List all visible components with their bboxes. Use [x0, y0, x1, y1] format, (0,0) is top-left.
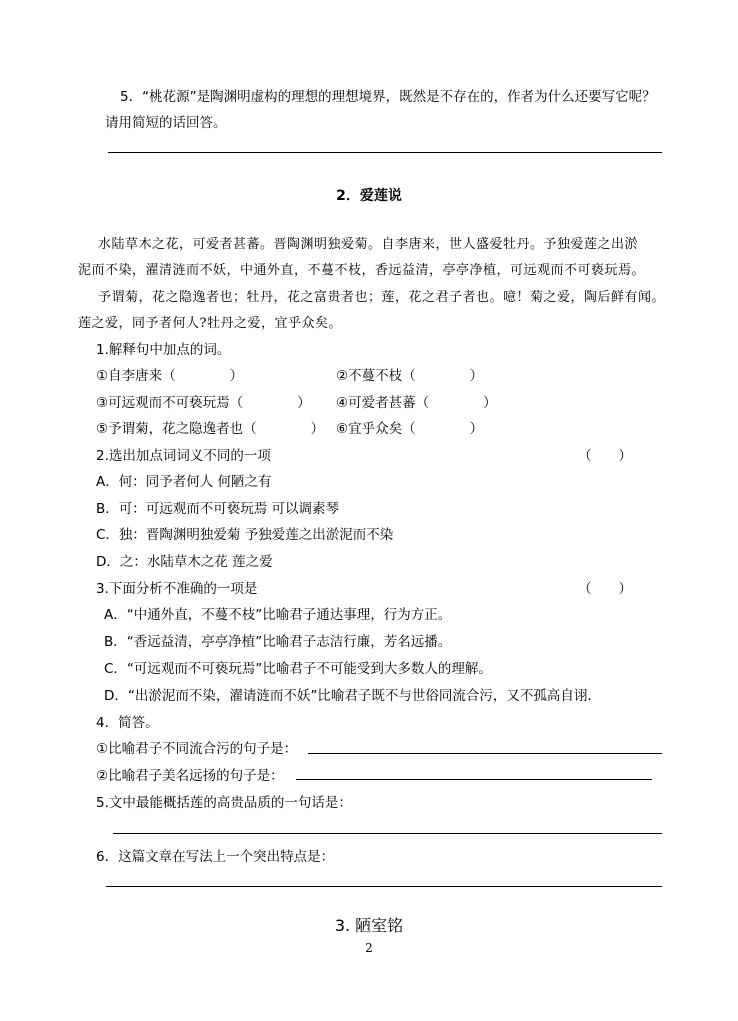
passage-line-4: 莲之爱，同予者何人?牡丹之爱，宜乎众矣。 [78, 316, 342, 331]
q4-stem: 4．简答。 [96, 715, 159, 731]
q3-option-c: C．“可远观而不可亵玩焉”比喻君子不可能受到大多数人的理解。 [104, 661, 492, 677]
q2-option-c: C．独：晋陶渊明独爱菊 予独爱莲之出淤泥而不染 [96, 527, 394, 543]
q1-item-3: ③可远观而不可亵玩焉（ ） [96, 395, 311, 411]
passage-line-1: 水陆草木之花，可爱者甚蕃。晋陶渊明独爱菊。自李唐来，世人盛爱牡丹。予独爱莲之出淤 [98, 237, 639, 252]
q1-item-2: ②不蔓不枝（ ） [336, 368, 484, 384]
q5-answer-line[interactable] [113, 833, 662, 834]
q3-answer-paren: （ ） [578, 581, 632, 597]
q2-option-a: A．何：同予者何人 何陋之有 [96, 474, 272, 490]
q4-a-answer-line[interactable] [308, 753, 662, 754]
q4-b-answer-line[interactable] [296, 779, 652, 780]
q5-stem: 5.文中最能概括莲的高贵品质的一句话是： [96, 795, 352, 811]
passage-line-3: 予谓菊，花之隐逸者也；牡丹，花之富贵者也；莲，花之君子者也。噫！菊之爱，陶后鲜有闻。 [98, 290, 666, 305]
q6-answer-line[interactable] [106, 886, 662, 887]
q1-item-1: ①自李唐来（ ） [96, 368, 244, 384]
q6-stem: 6．这篇文章在写法上一个突出特点是： [96, 849, 335, 865]
q1-item-6: ⑥宜乎众矣（ ） [336, 421, 484, 437]
q1-item-5: ⑤予谓菊，花之隐逸者也（ ） [96, 421, 325, 437]
q2-stem: 2.选出加点词词义不同的一项 [96, 448, 271, 464]
q3-stem: 3.下面分析不准确的一项是 [96, 581, 258, 597]
page-number: 2 [365, 941, 373, 955]
q2-option-b: B．可：可远观而不可亵玩焉 可以调素琴 [96, 501, 340, 517]
q1-stem: 1.解释句中加点的词。 [96, 342, 231, 358]
q5-prev-line1: 5．“桃花源”是陶渊明虚构的理想的理想境界，既然是不存在的，作者为什么还要写它呢？ [120, 89, 656, 105]
answer-line [108, 152, 662, 153]
section-title: 2．爱莲说 [336, 188, 402, 204]
q2-answer-paren: （ ） [578, 448, 632, 464]
next-section-title: 3. 陋室铭 [334, 916, 404, 935]
q1-item-4: ④可爱者甚蕃（ ） [336, 395, 497, 411]
q3-option-b: B．“香远益清，亭亭净植”比喻君子志洁行廉，芳名远播。 [104, 634, 452, 650]
q3-option-a: A．“中通外直，不蔓不枝”比喻君子通达事理，行为方正。 [104, 607, 452, 623]
q4-a-prompt: ①比喻君子不同流合污的句子是： [96, 741, 298, 757]
q2-option-d: D．之：水陆草木之花 莲之爱 [96, 554, 273, 570]
passage-line-2: 泥而不染，濯清涟而不妖，中通外直，不蔓不枝，香远益清，亭亭净植，可远观而不可亵玩焉。 [78, 263, 646, 278]
q3-option-d: D．“出淤泥而不染，濯请涟而不妖”比喻君子既不与世俗同流合污，又不孤高自诩. [104, 688, 592, 704]
q5-prev-line2: 请用简短的话回答。 [105, 115, 227, 131]
q4-b-prompt: ②比喻君子美名远扬的句子是： [96, 768, 284, 784]
